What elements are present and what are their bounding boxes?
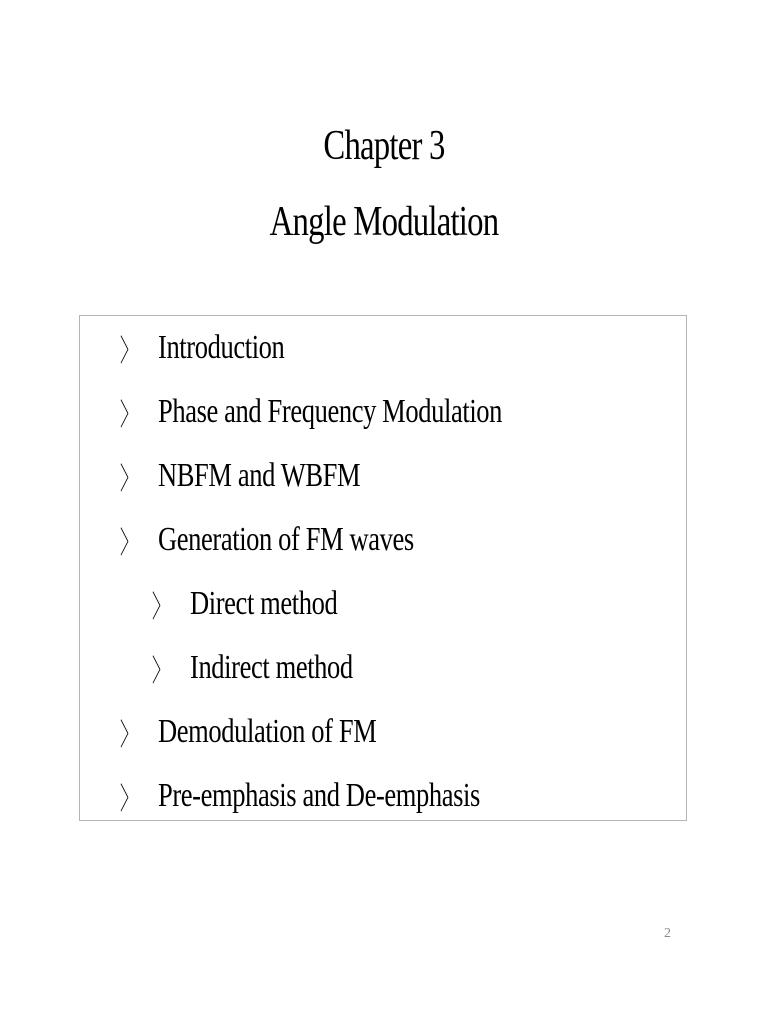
- page-number: 2: [664, 926, 671, 941]
- bullet-icon: 〉: [120, 526, 138, 561]
- outline-item-phase-frequency-modulation: [80, 394, 686, 458]
- outline-item-label: Generation of FM waves: [158, 521, 414, 558]
- outline-list: [80, 330, 686, 842]
- outline-item-label: Demodulation of FM: [158, 713, 377, 750]
- outline-item-label: Direct method: [190, 585, 338, 622]
- outline-item-label: Introduction: [158, 329, 285, 366]
- outline-box: [79, 315, 687, 821]
- slide-title: [0, 108, 768, 260]
- outline-item-label: Indirect method: [190, 649, 353, 686]
- outline-item-demodulation-fm: [80, 714, 686, 778]
- bullet-icon: 〉: [120, 334, 138, 369]
- outline-item-label: Pre-emphasis and De-emphasis: [158, 777, 480, 814]
- bullet-icon: 〉: [120, 718, 138, 753]
- outline-item-introduction: [80, 330, 686, 394]
- outline-item-generation-fm-waves: [80, 522, 686, 586]
- outline-item-pre-emphasis-de-emphasis: [80, 778, 686, 842]
- bullet-icon: 〉: [152, 654, 170, 689]
- chapter-title: Angle Modulation: [269, 199, 499, 245]
- outline-item-nbfm-wbfm: [80, 458, 686, 522]
- bullet-icon: 〉: [120, 782, 138, 817]
- chapter-heading: Chapter 3: [323, 123, 445, 169]
- bullet-icon: 〉: [120, 398, 138, 433]
- bullet-icon: 〉: [152, 590, 170, 625]
- outline-subitem-direct-method: [80, 586, 686, 650]
- bullet-icon: 〉: [120, 462, 138, 497]
- outline-item-label: Phase and Frequency Modulation: [158, 393, 503, 430]
- outline-subitem-indirect-method: [80, 650, 686, 714]
- outline-item-label: NBFM and WBFM: [158, 457, 361, 494]
